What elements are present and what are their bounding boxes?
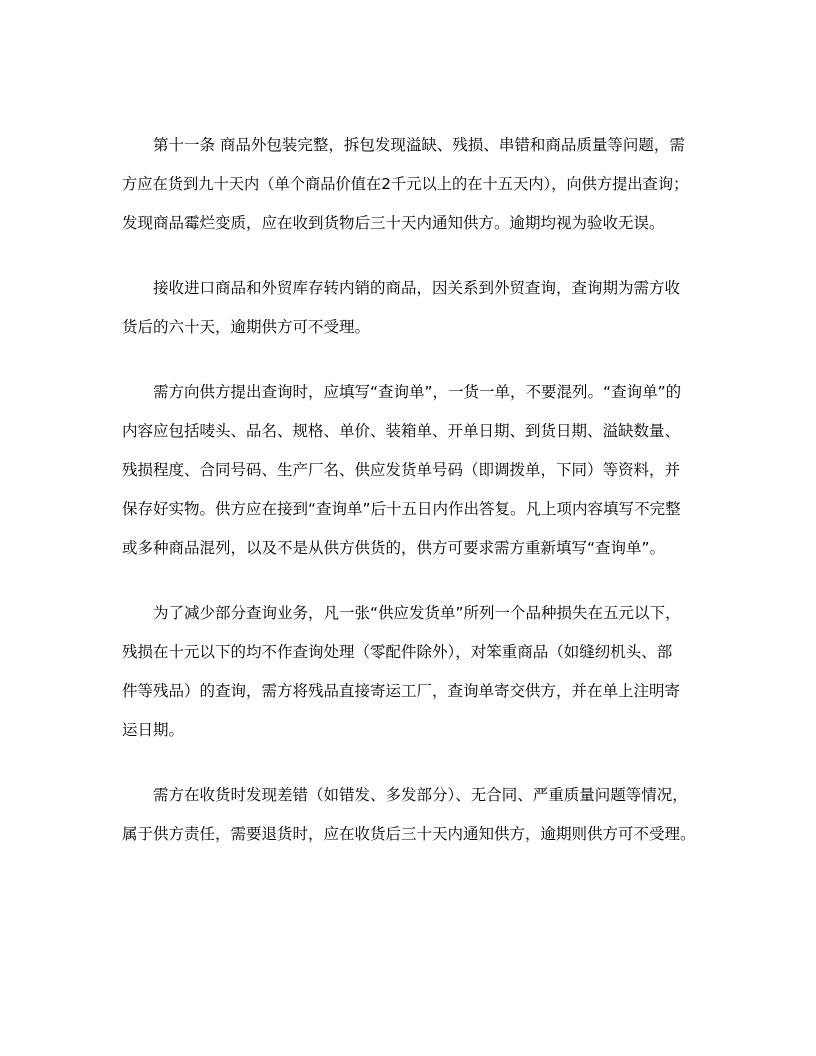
paragraph-import-goods (122, 276, 696, 340)
text-line: 属于供方责任，需要退货时，应在收货后三十天内通知供方，逾期则供方可不受理。 (122, 825, 696, 843)
document-body (122, 133, 696, 847)
text-line: 或多种商品混列，以及不是从供方供货的，供方可要求需方重新填写“查询单”。 (122, 539, 666, 557)
text-line: 方应在货到九十天内（单个商品价值在2千元以上的在十五天内），向供方提出查询； (122, 175, 689, 193)
text-line: 需方在收货时发现差错（如错发、多发部分）、无合同、严重质量问题等情况， (153, 786, 688, 804)
paragraph-article-11 (122, 133, 696, 236)
text-line: 发现商品霉烂变质，应在收到货物后三十天内通知供方。逾期均视为验收无误。 (122, 214, 665, 232)
text-line: 残损在十元以下的均不作查询处理（零配件除外），对笨重商品（如缝纫机头、部 (122, 643, 673, 661)
text-line: 内容应包括唛头、品名、规格、单价、装箱单、开单日期、到货日期、溢缺数量、 (122, 422, 681, 440)
text-line: 运日期。 (122, 721, 185, 739)
text-line: 件等残品）的查询，需方将残品直接寄运工厂，查询单寄交供方，并在单上注明寄 (122, 682, 681, 700)
text-line: 为了减少部分查询业务，凡一张“供应发货单”所列一个品种损失在五元以下， (153, 604, 681, 622)
paragraph-small-loss (122, 601, 696, 743)
text-line: 第十一条 商品外包装完整，拆包发现溢缺、残损、串错和商品质量等问题，需 (153, 136, 685, 154)
text-line: 需方向供方提出查询时，应填写“查询单”，一货一单，不要混列。“查询单”的 (153, 383, 682, 401)
paragraph-returns (122, 783, 696, 847)
text-line: 接收进口商品和外贸库存转内销的商品，因关系到外贸查询，查询期为需方收 (153, 279, 681, 297)
text-line: 残损程度、合同号码、生产厂名、供应发货单号码（即调拨单，下同）等资料，并 (122, 461, 681, 479)
text-line: 保存好实物。供方应在接到“查询单”后十五日内作出答复。凡上项内容填写不完整 (122, 500, 681, 518)
paragraph-inquiry-form (122, 380, 696, 561)
text-line: 货后的六十天，逾期供方可不受理。 (122, 318, 371, 336)
